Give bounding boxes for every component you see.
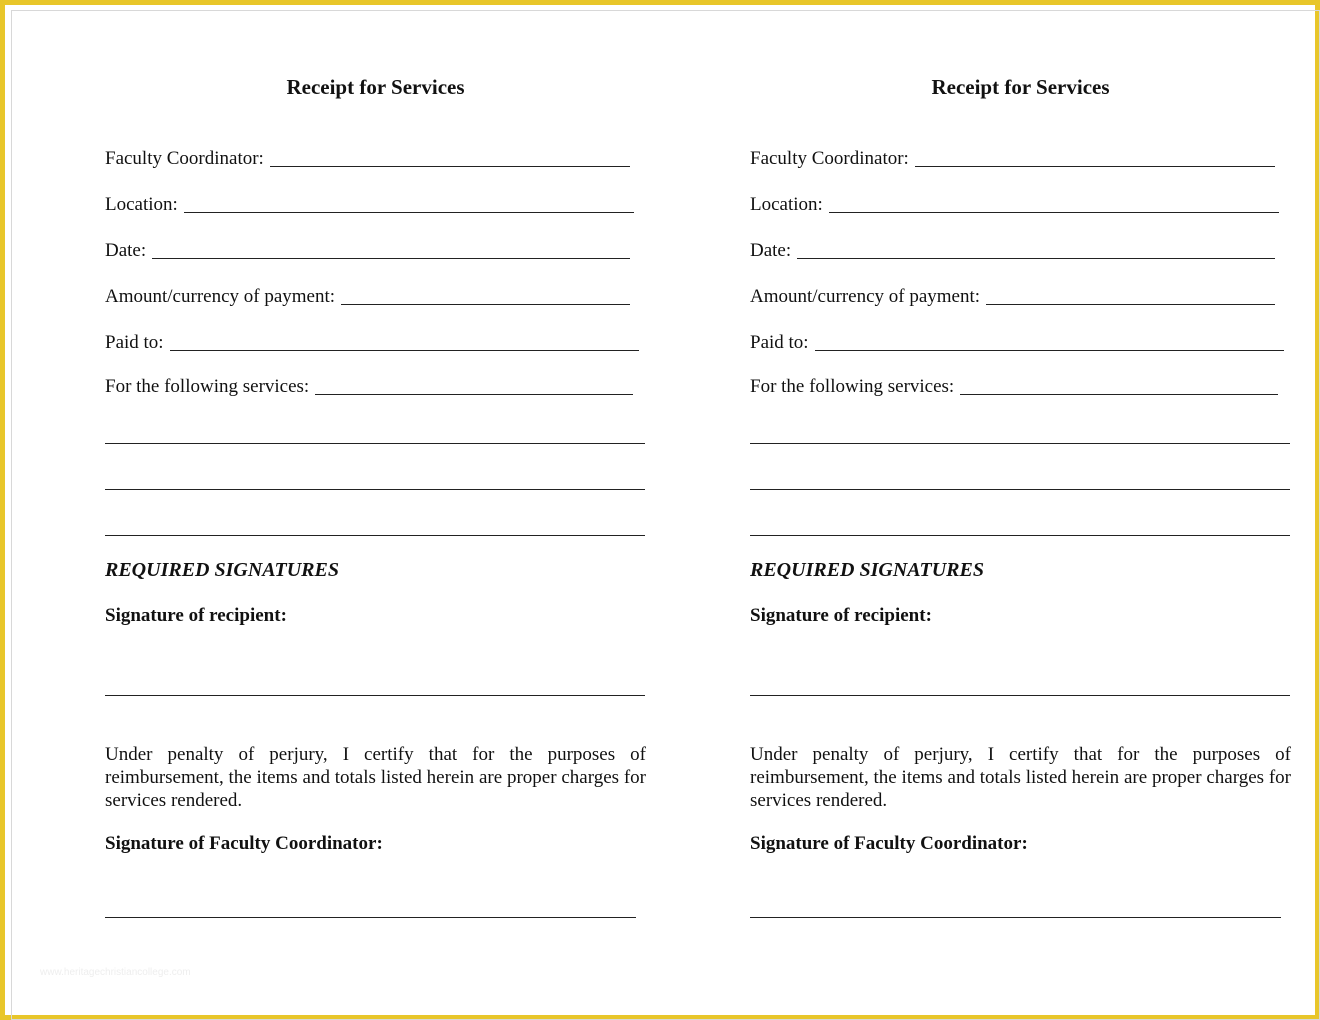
receipt-title: Receipt for Services <box>286 75 465 99</box>
watermark-text: www.heritagechristiancollege.com <box>40 967 191 978</box>
services-extra-line[interactable] <box>750 443 1290 444</box>
receipt-left <box>105 0 646 1020</box>
required-signatures-heading: REQUIRED SIGNATURES <box>750 559 984 581</box>
signature-coordinator-line[interactable] <box>750 917 1281 918</box>
services-field[interactable] <box>750 376 1278 398</box>
faculty-coordinator-line[interactable] <box>270 165 630 167</box>
services-extra-line[interactable] <box>750 535 1290 536</box>
faculty-coordinator-label: Faculty Coordinator: <box>750 148 909 169</box>
receipt-right <box>750 0 1291 1020</box>
location-field[interactable] <box>750 194 1279 216</box>
paid-to-line[interactable] <box>815 349 1284 351</box>
date-line[interactable] <box>152 257 630 259</box>
services-extra-line[interactable] <box>750 489 1290 490</box>
services-extra-line[interactable] <box>105 443 645 444</box>
amount-label: Amount/currency of payment: <box>105 286 336 307</box>
certification-text: Under penalty of perjury, I certify that for the purposes of reimbursement, the items and totals listed herein are proper charges for services rendered. <box>750 744 1291 811</box>
date-field[interactable] <box>105 240 630 262</box>
amount-line[interactable] <box>341 303 630 305</box>
paid-to-field[interactable] <box>750 332 1284 354</box>
paid-to-line[interactable] <box>170 349 639 351</box>
signature-recipient-line[interactable] <box>750 695 1290 696</box>
location-label: Location: <box>105 194 178 215</box>
location-line[interactable] <box>829 211 1279 213</box>
services-field[interactable] <box>105 376 633 398</box>
amount-label: Amount/currency of payment: <box>750 286 981 307</box>
faculty-coordinator-field[interactable] <box>750 148 1275 170</box>
faculty-coordinator-field[interactable] <box>105 148 630 170</box>
paid-to-field[interactable] <box>105 332 639 354</box>
receipt-title: Receipt for Services <box>931 75 1110 99</box>
services-label: For the following services: <box>105 376 310 397</box>
signature-coordinator-label: Signature of Faculty Coordinator: <box>105 833 383 854</box>
amount-field[interactable] <box>105 286 630 308</box>
services-line[interactable] <box>315 393 633 395</box>
services-extra-line[interactable] <box>105 489 645 490</box>
paid-to-label: Paid to: <box>750 332 809 353</box>
amount-line[interactable] <box>986 303 1275 305</box>
services-extra-line[interactable] <box>105 535 645 536</box>
amount-field[interactable] <box>750 286 1275 308</box>
faculty-coordinator-label: Faculty Coordinator: <box>105 148 264 169</box>
required-signatures-heading: REQUIRED SIGNATURES <box>105 559 339 581</box>
location-label: Location: <box>750 194 823 215</box>
date-field[interactable] <box>750 240 1275 262</box>
signature-coordinator-line[interactable] <box>105 917 636 918</box>
certification-text: Under penalty of perjury, I certify that for the purposes of reimbursement, the items and totals listed herein are proper charges for services rendered. <box>105 744 646 811</box>
date-label: Date: <box>105 240 147 261</box>
signature-coordinator-label: Signature of Faculty Coordinator: <box>750 833 1028 854</box>
location-field[interactable] <box>105 194 634 216</box>
services-line[interactable] <box>960 393 1278 395</box>
location-line[interactable] <box>184 211 634 213</box>
faculty-coordinator-line[interactable] <box>915 165 1275 167</box>
signature-recipient-label: Signature of recipient: <box>105 605 287 626</box>
signature-recipient-label: Signature of recipient: <box>750 605 932 626</box>
paid-to-label: Paid to: <box>105 332 164 353</box>
date-line[interactable] <box>797 257 1275 259</box>
services-label: For the following services: <box>750 376 955 397</box>
signature-recipient-line[interactable] <box>105 695 645 696</box>
date-label: Date: <box>750 240 792 261</box>
